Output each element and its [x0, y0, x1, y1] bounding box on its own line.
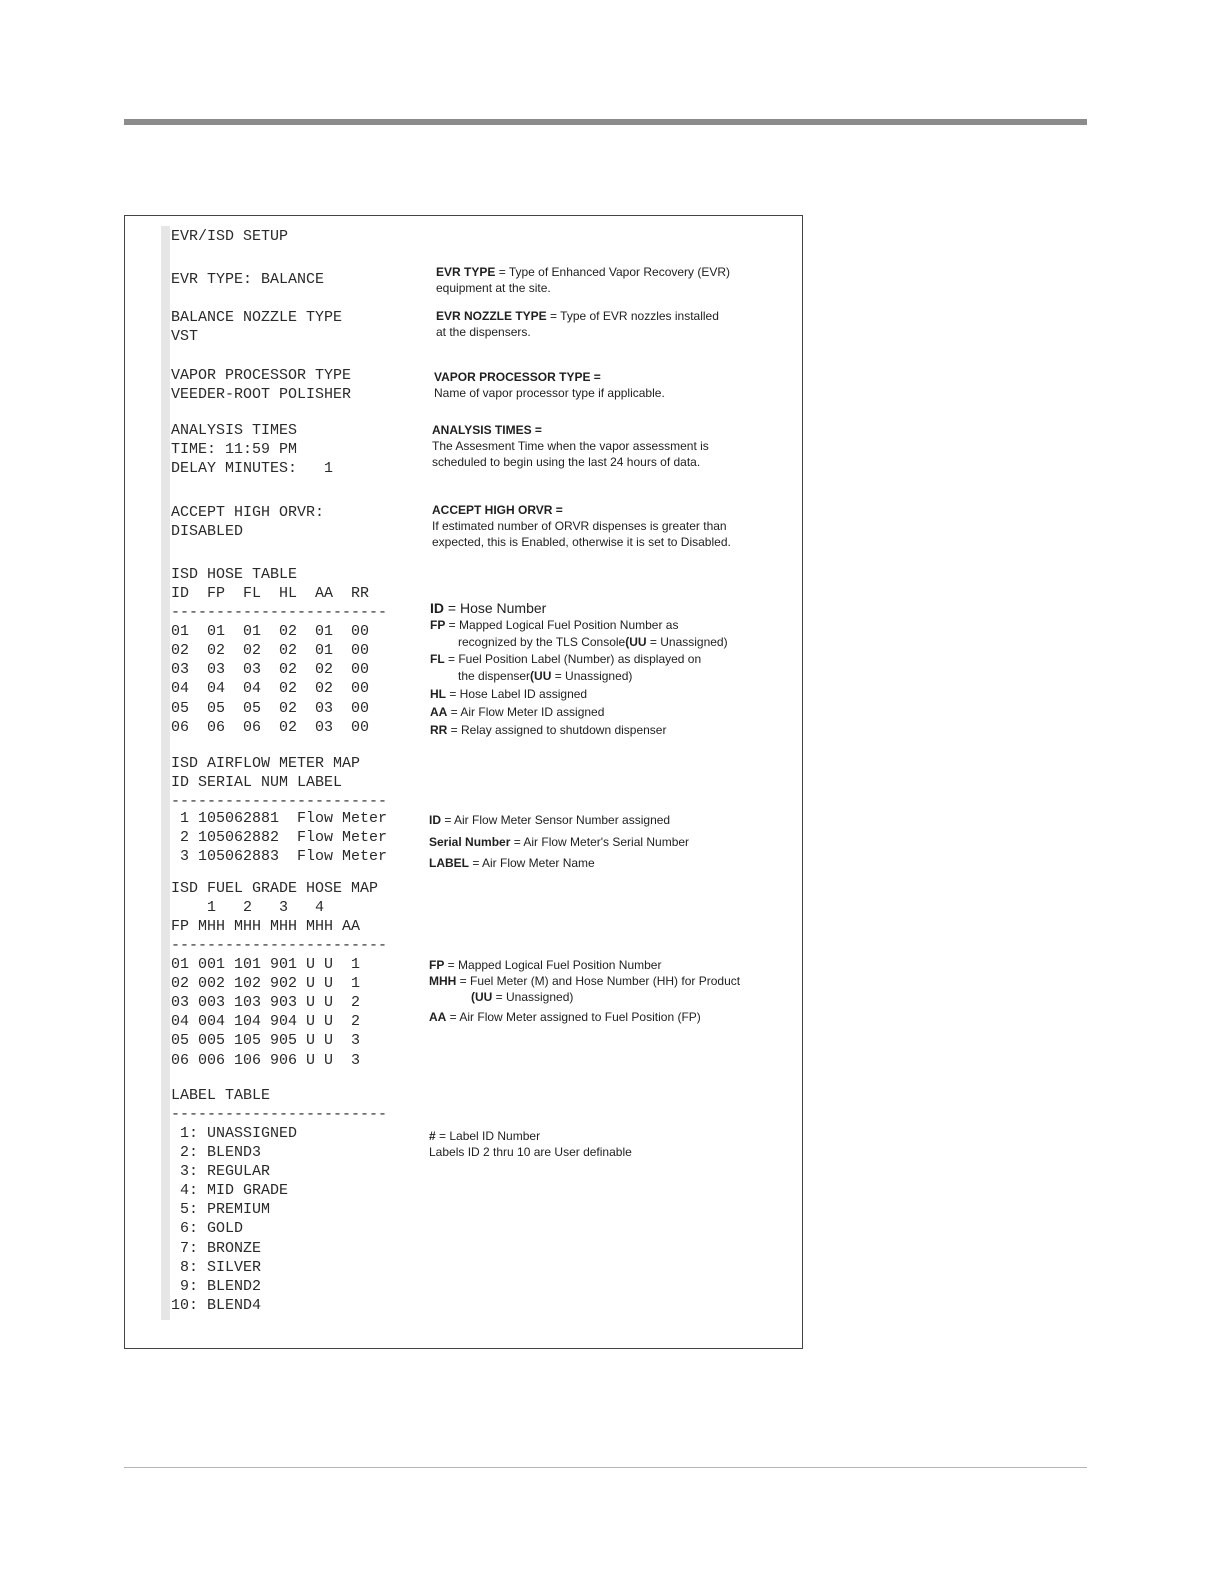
label-table-row: 5: PREMIUM [171, 1201, 271, 1218]
grade-map-row: 06 006 106 906 U U 3 [171, 1052, 361, 1069]
printout-title: EVR/ISD SETUP [171, 228, 289, 245]
airflow-map-title: ISD AIRFLOW METER MAP [171, 755, 361, 772]
hose-table-row: 02 02 02 02 01 00 [171, 642, 370, 659]
grade-map-row: 04 004 104 904 U U 2 [171, 1013, 361, 1030]
airflow-map-header: ID SERIAL NUM LABEL [171, 774, 343, 791]
orvr-header: ACCEPT HIGH ORVR: [171, 504, 325, 521]
note-evr-type: EVR TYPE = Type of Enhanced Vapor Recovery (EVR) equipment at the site. [436, 265, 731, 295]
label-table-row: 7: BRONZE [171, 1240, 262, 1257]
vapor-processor-value: VEEDER-ROOT POLISHER [171, 386, 352, 403]
evr-type-line: EVR TYPE: BALANCE [171, 271, 325, 288]
grade-map-divider: ------------------------ [171, 937, 388, 954]
note-analysis-times: ANALYSIS TIMES = The Assesment Time when the vapor assessment is scheduled to begin using the last 24 hours of data. [432, 423, 709, 469]
hose-table-divider: ------------------------ [171, 604, 388, 621]
airflow-map-row: 1 105062881 Flow Meter [171, 810, 388, 827]
label-table-row: 6: GOLD [171, 1220, 244, 1237]
analysis-times-header: ANALYSIS TIMES [171, 422, 298, 439]
hose-table-title: ISD HOSE TABLE [171, 566, 298, 583]
hose-table-row: 01 01 01 02 01 00 [171, 623, 370, 640]
note-hose-table: ID = Hose Number FP = Mapped Logical Fuel Position Number as recognized by the TLS Console(UU = Unassigned) FL = Fuel Position Label (Number) as displayed on the dispenser(UU = Unassigned) HL = Hose Label ID assigned AA = Air Flow Meter ID assigned RR = Relay assigned to shutdown dispenser [430, 600, 728, 737]
hose-table-row: 05 05 05 02 03 00 [171, 700, 370, 717]
airflow-map-divider: ------------------------ [171, 793, 388, 810]
hose-table-header: ID FP FL HL AA RR [171, 585, 370, 602]
grade-map-row: 05 005 105 905 U U 3 [171, 1032, 361, 1049]
nozzle-type-header: BALANCE NOZZLE TYPE [171, 309, 343, 326]
note-accept-high-orvr: ACCEPT HIGH ORVR = If estimated number of ORVR dispenses is greater than expected, this is Enabled, otherwise it is set to Disabled. [432, 503, 731, 549]
footer-rule [124, 1467, 1087, 1468]
orvr-value: DISABLED [171, 523, 244, 540]
hose-table-row: 03 03 03 02 02 00 [171, 661, 370, 678]
note-airflow-map: ID = Air Flow Meter Sensor Number assigned Serial Number = Air Flow Meter's Serial Number LABEL = Air Flow Meter Name [429, 813, 690, 870]
label-table-row: 2: BLEND3 [171, 1144, 262, 1161]
label-table-row: 8: SILVER [171, 1259, 262, 1276]
nozzle-type-value: VST [171, 328, 199, 345]
vapor-processor-header: VAPOR PROCESSOR TYPE [171, 367, 352, 384]
note-grade-map: FP = Mapped Logical Fuel Position Number MHH = Fuel Meter (M) and Hose Number (HH) for Product (UU = Unassigned) AA = Air Flow Meter assigned to Fuel Position (FP) [429, 958, 741, 1024]
grade-map-row: 01 001 101 901 U U 1 [171, 956, 361, 973]
header-rule [124, 119, 1087, 125]
label-table-row: 3: REGULAR [171, 1163, 271, 1180]
hose-table-row: 06 06 06 02 03 00 [171, 719, 370, 736]
analysis-delay-line: DELAY MINUTES: 1 [171, 460, 334, 477]
label-table-row: 1: UNASSIGNED [171, 1125, 298, 1142]
grade-map-title: ISD FUEL GRADE HOSE MAP [171, 880, 379, 897]
label-table-divider: ------------------------ [171, 1106, 388, 1123]
airflow-map-row: 3 105062883 Flow Meter [171, 848, 388, 865]
hose-table-row: 04 04 04 02 02 00 [171, 680, 370, 697]
printout-paper-edge [161, 226, 170, 1320]
grade-map-product-numbers: 1 2 3 4 [171, 899, 325, 916]
grade-map-row: 02 002 102 902 U U 1 [171, 975, 361, 992]
note-vapor-processor: VAPOR PROCESSOR TYPE = Name of vapor processor type if applicable. [434, 370, 665, 400]
label-table-row: 4: MID GRADE [171, 1182, 289, 1199]
label-table-row: 9: BLEND2 [171, 1278, 262, 1295]
airflow-map-row: 2 105062882 Flow Meter [171, 829, 388, 846]
grade-map-header: FP MHH MHH MHH MHH AA [171, 918, 361, 935]
grade-map-row: 03 003 103 903 U U 2 [171, 994, 361, 1011]
label-table-title: LABEL TABLE [171, 1087, 271, 1104]
note-nozzle-type: EVR NOZZLE TYPE = Type of EVR nozzles installed at the dispensers. [436, 309, 719, 339]
label-table-row: 10: BLEND4 [171, 1297, 262, 1314]
analysis-time-line: TIME: 11:59 PM [171, 441, 298, 458]
note-label-table: # = Label ID Number Labels ID 2 thru 10 are User definable [429, 1129, 632, 1159]
